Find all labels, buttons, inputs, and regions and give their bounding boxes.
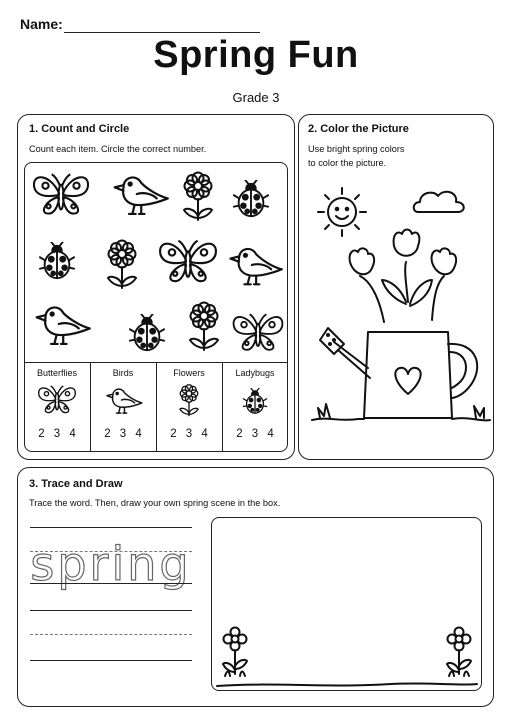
ladybug-icon [232,180,270,220]
ladybug-icon [128,314,166,354]
flower-icon [102,234,142,294]
butterfly-icon [36,384,78,416]
butterfly-icon [30,170,92,220]
flower-icon [178,166,218,226]
butterfly-icon [230,312,286,354]
cloud-icon [414,192,464,212]
bird-icon [102,384,144,416]
writing-line [30,660,192,661]
sun-icon [318,188,366,236]
count-options-birds[interactable]: 2 3 4 [104,428,142,440]
flower-icon [176,382,202,418]
category-label-ladybugs: Ladybugs [235,368,275,378]
bird-icon [108,168,170,220]
section1-title: 1. Count and Circle [29,123,130,135]
name-line[interactable] [64,32,260,33]
flower-icon [219,624,251,680]
grade-label: Grade 3 [232,90,280,105]
category-label-birds: Birds [112,368,134,378]
writing-line-dashed [30,634,192,635]
watering-can-coloring-picture[interactable] [298,172,494,452]
butterfly-icon [156,236,220,288]
drawing-box[interactable] [211,517,482,691]
flower-icon [184,296,224,356]
name-label: Name: [20,16,63,32]
section2-instruction-line1: Use bright spring colors [308,144,405,154]
section3-title: 3. Trace and Draw [29,478,123,490]
bird-icon [224,240,284,290]
flower-icon [443,624,475,680]
count-options-flowers[interactable]: 2 3 4 [170,428,208,440]
ladybug-icon [242,388,268,416]
section2-instruction-line2: to color the picture. [308,158,387,168]
category-label-butterflies: Butterflies [36,368,78,378]
grass-ground [211,676,482,690]
writing-line [30,527,192,528]
section1-instruction: Count each item. Circle the correct number. [29,144,207,154]
section3-instruction: Trace the word. Then, draw your own spring scene in the box. [29,498,281,508]
ladybug-icon [38,242,76,282]
section2-title: 2. Color the Picture [308,123,409,135]
count-options-butterflies[interactable]: 2 3 4 [38,428,76,440]
count-options-ladybugs[interactable]: 2 3 4 [236,428,274,440]
tulip-icon [350,230,456,323]
trace-word[interactable]: spring [30,537,192,591]
page-title: Spring Fun [153,34,359,76]
category-label-flowers: Flowers [173,368,205,378]
writing-line [30,610,192,611]
bird-icon [30,298,92,350]
writing-line [30,583,192,584]
watering-can-icon [320,328,477,418]
